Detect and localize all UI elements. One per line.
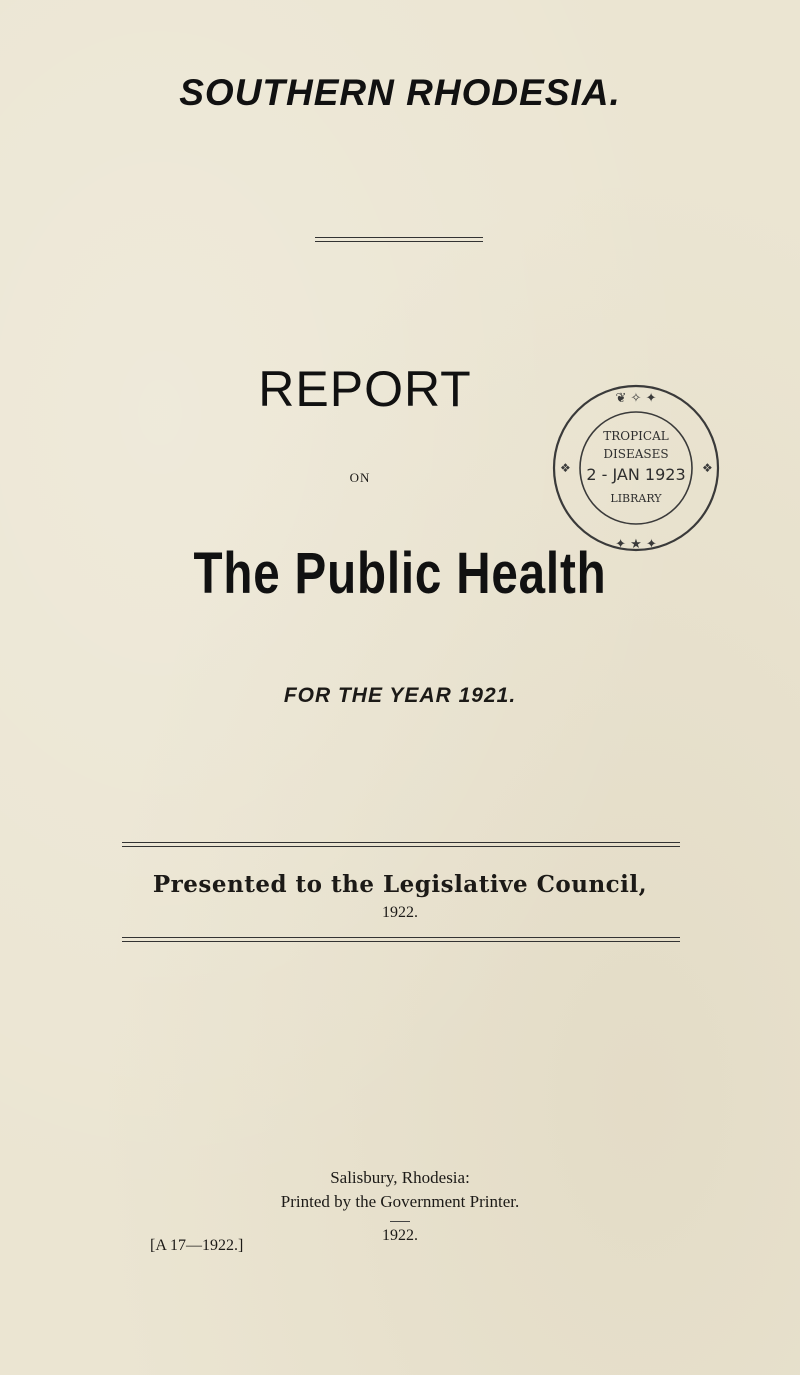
presentation-line: Presented to the Legislative Council, xyxy=(152,871,648,898)
double-rule-upper xyxy=(122,842,680,847)
imprint-printer: Printed by the Government Printer. xyxy=(280,1192,520,1211)
stamp-top-text: TROPICAL xyxy=(603,429,669,443)
imprint-place: Salisbury, Rhodesia: xyxy=(330,1168,470,1187)
stamp-ornament-right: ❖ xyxy=(702,461,713,475)
report-title: REPORT xyxy=(258,361,472,417)
library-stamp xyxy=(548,380,724,556)
stamp-middle-text: DISEASES xyxy=(603,447,669,461)
stamp-date: 2 - JAN 1923 xyxy=(586,465,686,484)
year-line: FOR THE YEAR 1921. xyxy=(283,684,517,707)
stamp-ornament-top: ❦ ✧ ✦ xyxy=(615,391,657,406)
imprint-dash xyxy=(390,1221,410,1222)
subject-title: The Public Health xyxy=(193,541,607,606)
imprint-year: 1922. xyxy=(382,1227,418,1244)
double-rule-top xyxy=(315,237,483,242)
stamp-ornament-left: ❖ xyxy=(560,461,571,475)
country-heading: SOUTHERN RHODESIA. xyxy=(179,72,621,113)
presentation-year: 1922. xyxy=(382,904,418,921)
stamp-ornament-bottom: ✦ ★ ✦ xyxy=(615,537,657,552)
document-reference: [A 17—1922.] xyxy=(150,1237,244,1254)
on-label: ON xyxy=(349,470,371,485)
stamp-bottom-text: LIBRARY xyxy=(610,492,662,505)
double-rule-lower xyxy=(122,937,680,942)
